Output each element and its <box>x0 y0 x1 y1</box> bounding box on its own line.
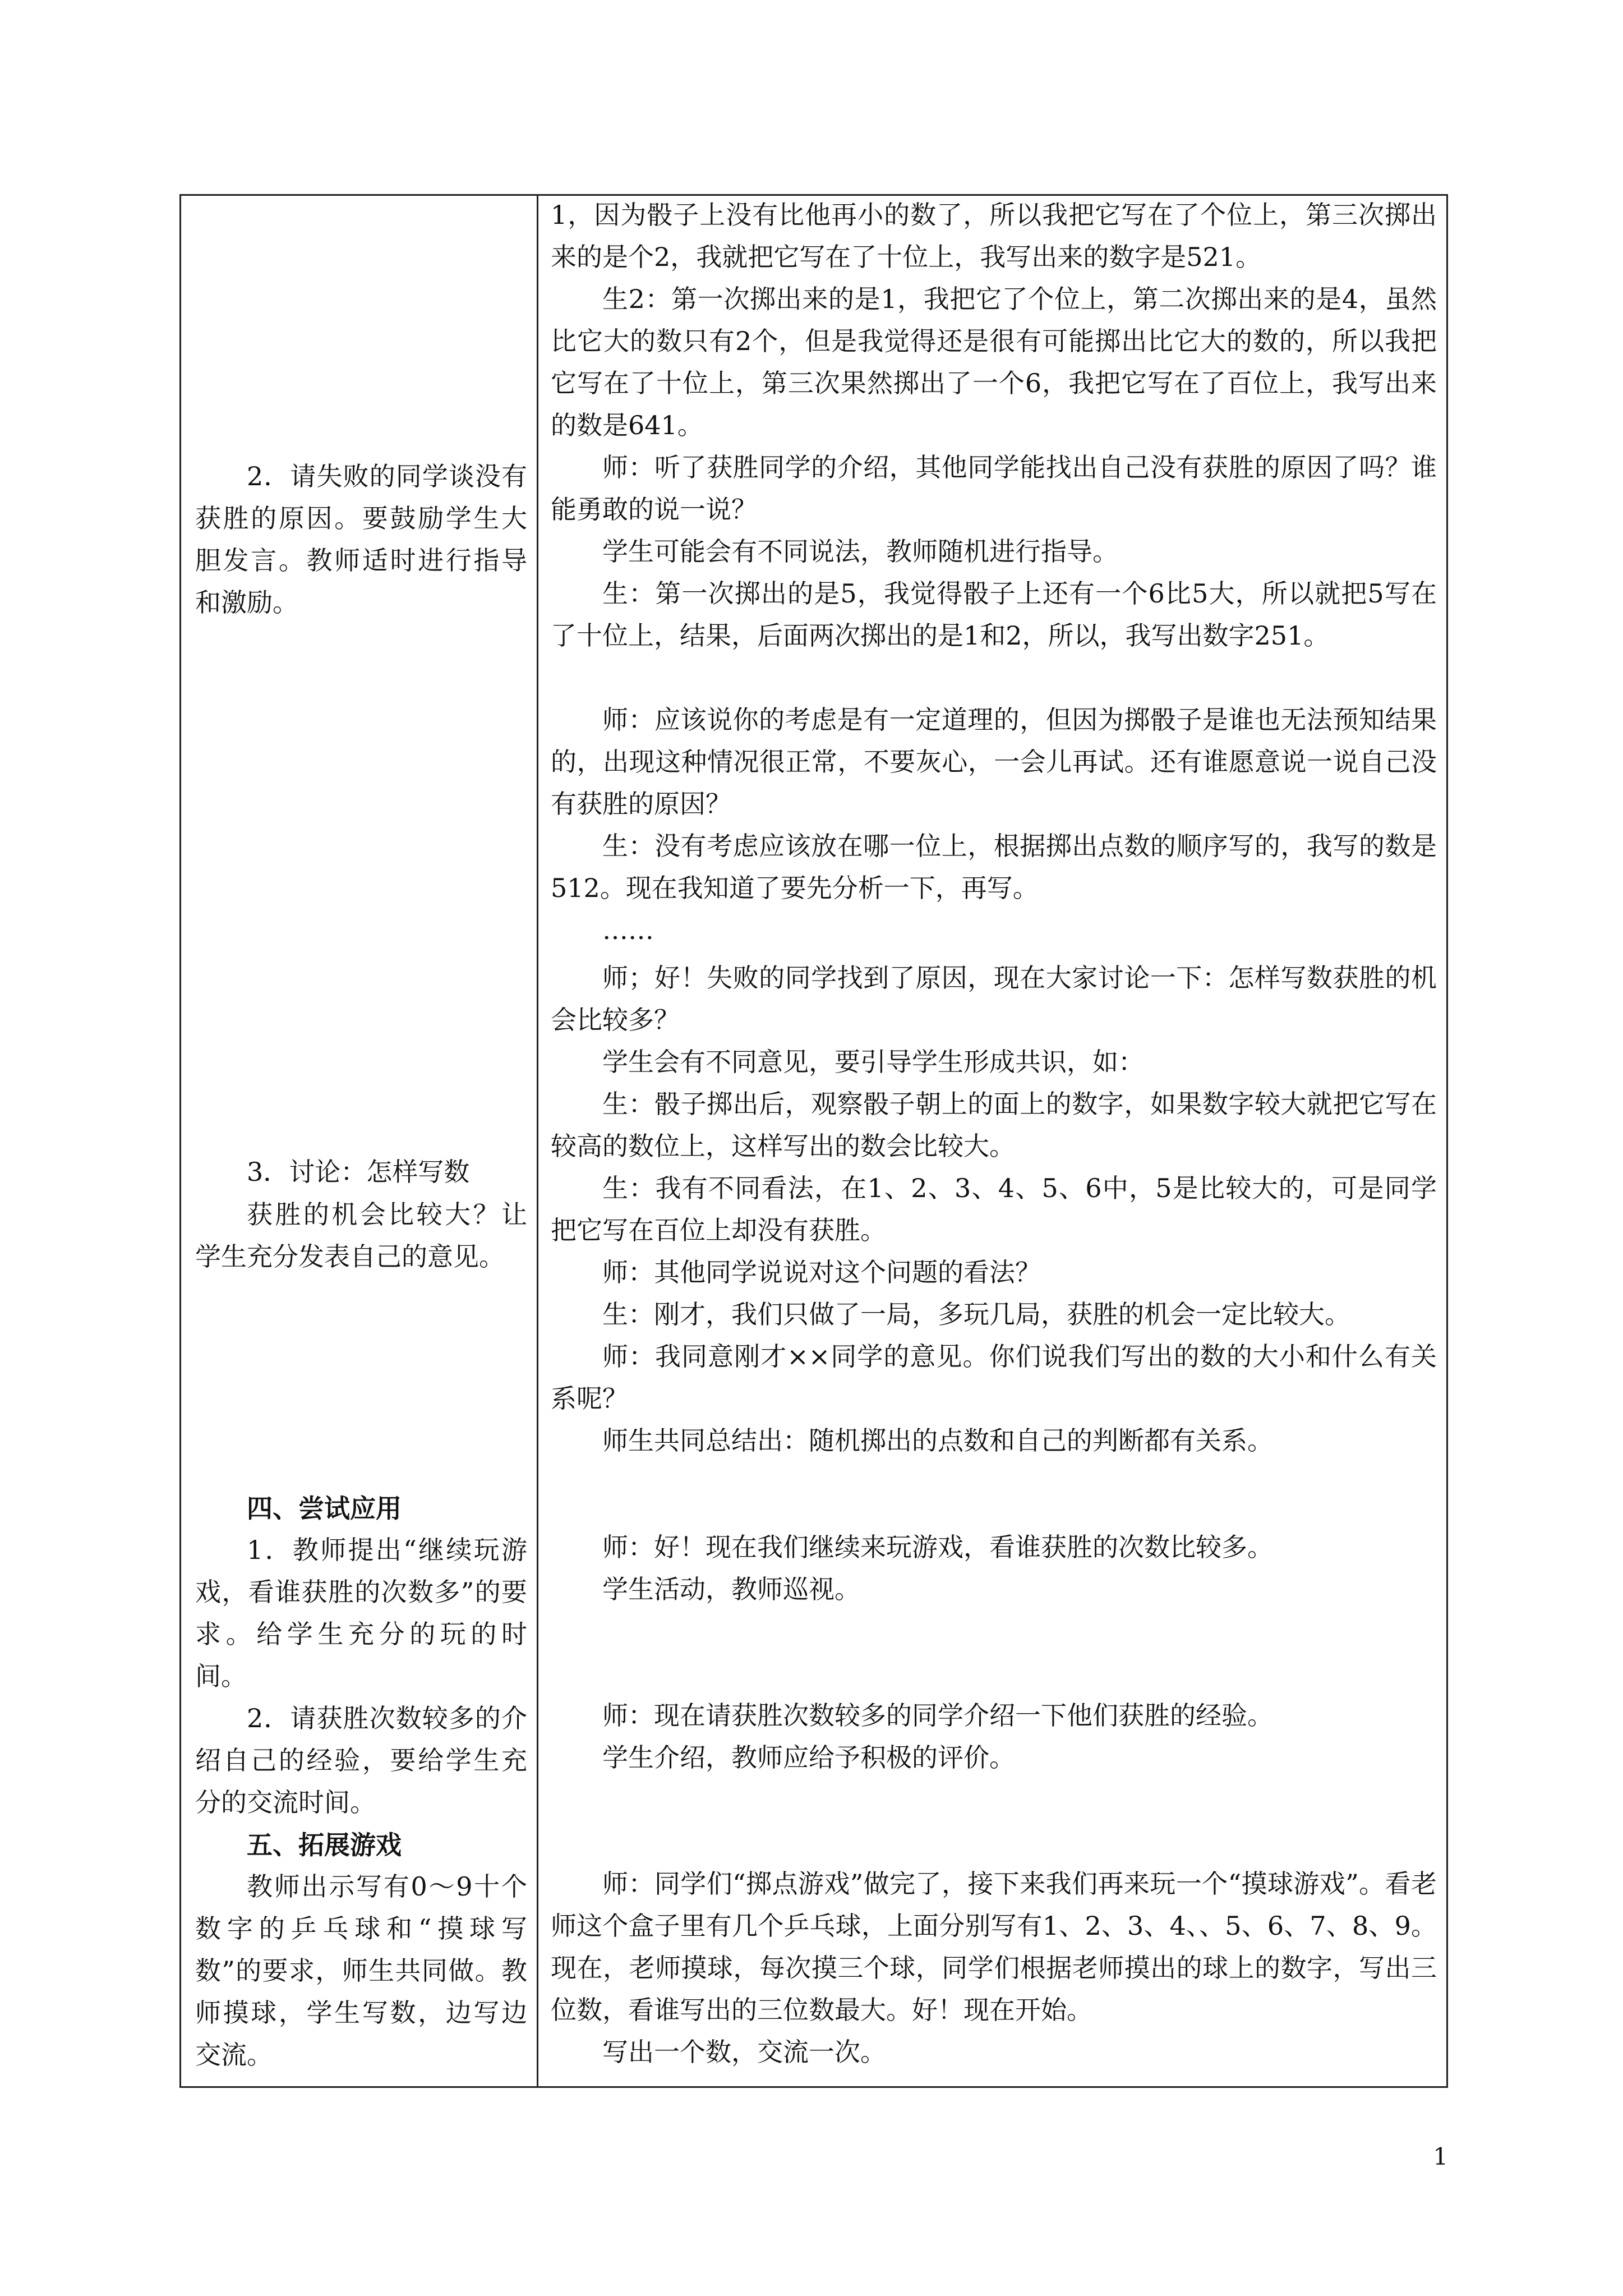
paragraph-text: 师生共同总结出：随机掷出的点数和自己的判断都有关系。 <box>602 1425 1273 1456</box>
right-paragraph <box>551 278 1437 447</box>
paragraph-text: 2．请获胜次数较多的介绍自己的经验，要给学生充分的交流时间。 <box>195 1703 527 1818</box>
paragraph-text: 生2：第一次掷出来的是1，我把它了个位上，第二次掷出来的是4，虽然比它大的数只有2个，但是我觉得还是很有可能掷出比它大的数的，所以我把它写在了十位上，第三次果然掷出了一个6，我把它写在了百位上，我写出来的数是641。 <box>551 284 1437 440</box>
right-paragraph <box>551 1526 1437 1568</box>
right-paragraph <box>551 699 1437 825</box>
paragraph-text: 2．请失败的同学谈没有获胜的原因。要鼓励学生大胆发言。教师适时进行指导和激励。 <box>195 461 527 618</box>
paragraph-text: 师：听了获胜同学的介绍，其他同学能找出自己没有获胜的原因了吗？谁能勇敢的说一说？ <box>551 452 1437 524</box>
right-paragraph <box>551 1167 1437 1251</box>
paragraph-text: 生：第一次掷出的是5，我觉得骰子上还有一个6比5大，所以就把5写在了十位上，结果，后面两次掷出的是1和2，所以，我写出数字251。 <box>551 578 1437 651</box>
right-paragraph <box>551 1863 1437 2031</box>
left-paragraph <box>195 1866 527 2076</box>
left-paragraph <box>195 1824 527 1866</box>
paragraph-text: 学生介绍，教师应给予积极的评价。 <box>602 1742 1015 1773</box>
paragraph-text: 生：刚才，我们只做了一局，多玩几局，获胜的机会一定比较大。 <box>602 1299 1350 1329</box>
page-number: 1 <box>1433 2143 1448 2170</box>
right-paragraph <box>551 1568 1437 1611</box>
left-paragraph <box>195 1697 527 1824</box>
right-paragraph <box>551 1083 1437 1167</box>
paragraph-text: 学生活动，教师巡视。 <box>602 1574 860 1604</box>
section-heading: 五、拓展游戏 <box>247 1830 402 1860</box>
paragraph-text: 生：骰子掷出后，观察骰子朝上的面上的数字，如果数字较大就把它写在较高的数位上，这样写出的数会比较大。 <box>551 1089 1437 1161</box>
right-paragraph <box>551 1737 1437 1779</box>
right-paragraph <box>551 1251 1437 1294</box>
paragraph-text: …… <box>602 915 654 945</box>
right-paragraph <box>551 573 1437 657</box>
paragraph-text: 1．教师提出“继续玩游戏，看谁获胜的次数多”的要求。给学生充分的玩的时间。 <box>195 1535 527 1691</box>
paragraph-text: 1，因为骰子上没有比他再小的数了，所以我把它写在了个位上，第三次掷出来的是个2，我就把它写在了十位上，我写出来的数字是521。 <box>551 200 1437 272</box>
paragraph-text: 师：好！现在我们继续来玩游戏，看谁获胜的次数比较多。 <box>602 1532 1273 1562</box>
paragraph-text: 写出一个数，交流一次。 <box>602 2037 886 2067</box>
right-paragraph <box>551 825 1437 909</box>
paragraph-text: 师：其他同学说说对这个问题的看法？ <box>602 1257 1041 1287</box>
left-paragraph <box>195 1488 527 1530</box>
column-divider <box>537 194 538 2088</box>
section-heading: 四、尝试应用 <box>247 1493 402 1524</box>
paragraph-text: 学生会有不同意见，要引导学生形成共识，如： <box>602 1047 1144 1077</box>
right-paragraph <box>551 1336 1437 1420</box>
right-paragraph <box>551 1041 1437 1083</box>
left-paragraph <box>195 1151 527 1193</box>
paragraph-text: 生：我有不同看法，在1、2、3、4、5、6中，5是比较大的，可是同学把它写在百位上却没有获胜。 <box>551 1173 1437 1245</box>
right-paragraph <box>551 1695 1437 1737</box>
paragraph-text: 师：现在请获胜次数较多的同学介绍一下他们获胜的经验。 <box>602 1700 1273 1731</box>
paragraph-text: 师；好！失败的同学找到了原因，现在大家讨论一下：怎样写数获胜的机会比较多？ <box>551 963 1437 1035</box>
paragraph-text: 3．讨论：怎样写数 <box>247 1157 470 1187</box>
left-paragraph <box>195 1194 527 1278</box>
paragraph-text: 教师出示写有0～9十个数字的乒乓球和“摸球写数”的要求，师生共同做。教师摸球，学生写数，边写边交流。 <box>195 1871 527 2070</box>
paragraph-text: 生：没有考虑应该放在哪一位上，根据掷出点数的顺序写的，我写的数是512。现在我知道了要先分析一下，再写。 <box>551 831 1437 903</box>
right-paragraph <box>551 1420 1437 1462</box>
left-paragraph <box>195 455 527 624</box>
paragraph-text: 学生可能会有不同说法，教师随机进行指导。 <box>602 536 1118 567</box>
right-paragraph <box>551 957 1437 1041</box>
left-paragraph <box>195 1529 527 1697</box>
right-paragraph <box>551 909 1437 951</box>
right-paragraph <box>551 2031 1437 2073</box>
right-paragraph <box>551 531 1437 573</box>
paragraph-text: 师：我同意刚才××同学的意见。你们说我们写出的数的大小和什么有关系呢？ <box>551 1341 1437 1414</box>
right-paragraph <box>551 194 1437 278</box>
right-paragraph <box>551 447 1437 531</box>
right-paragraph <box>551 1294 1437 1336</box>
paragraph-text: 师：同学们“掷点游戏”做完了，接下来我们再来玩一个“摸球游戏”。看老师这个盒子里有几个乒乓球，上面分别写有1、2、3、4、、5、6、7、8、9。现在，老师摸球，每次摸三个球，同学们根据老师摸出的球上的数字，写出三位数，看谁写出的三位数最大。好！现在开始。 <box>551 1869 1437 2025</box>
paragraph-text: 师：应该说你的考虑是有一定道理的，但因为掷骰子是谁也无法预知结果的，出现这种情况很正常，不要灰心，一会儿再试。还有谁愿意说一说自己没有获胜的原因？ <box>551 705 1437 819</box>
paragraph-text: 获胜的机会比较大？让学生充分发表自己的意见。 <box>195 1199 527 1272</box>
